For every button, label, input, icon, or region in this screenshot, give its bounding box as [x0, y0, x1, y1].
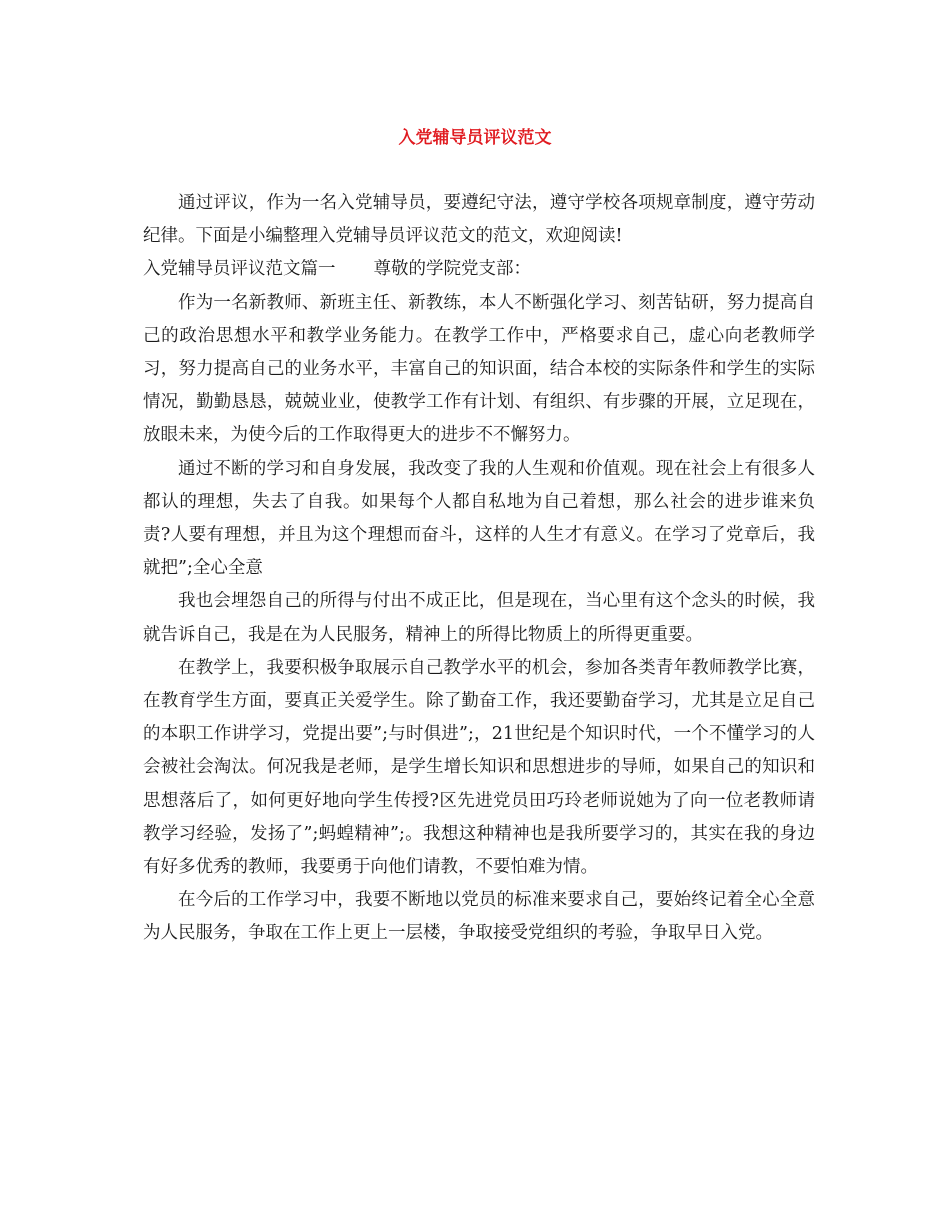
document-body [143, 187, 815, 951]
salutation: 尊敬的学院党支部： [373, 259, 531, 280]
body-paragraph-1: 作为一名新教师、新班主任、新教练，本人不断强化学习、刻苦钻研，努力提高自己的政治思想水平和教学业务能力。在教学工作中，严格要求自己，虚心向老教师学习，努力提高自己的业务水平，丰富自己的知识面，结合本校的实际条件和学生的实际情况，勤勤恳恳，兢兢业业，使教学工作有计划、有组织、有步骤的开展，立足现在，放眼未来，为使今后的工作取得更大的进步不不懈努力。 [143, 292, 815, 446]
intro-paragraph: 通过评议，作为一名入党辅导员，要遵纪守法，遵守学校各项规章制度，遵守劳动纪律。下面是小编整理入党辅导员评议范文的范文，欢迎阅读! [143, 193, 815, 247]
body-paragraph-5: 在今后的工作学习中，我要不断地以党员的标准来要求自己，要始终记着全心全意为人民服务，争取在工作上更上一层楼，争取接受党组织的考验，争取早日入党。 [143, 890, 815, 944]
section-heading: 入党辅导员评议范文篇一 [143, 259, 336, 280]
body-paragraph-3: 我也会埋怨自己的所得与付出不成正比，但是现在，当心里有这个念头的时候，我就告诉自己，我是在为人民服务，精神上的所得比物质上的所得更重要。 [143, 591, 815, 645]
body-paragraph-4: 在教学上，我要积极争取展示自己教学水平的机会，参加各类青年教师教学比赛，在教育学生方面，要真正关爱学生。除了勤奋工作，我还要勤奋学习，尤其是立足自己的本职工作讲学习，党提出要”;与时俱进”;，21世纪是个知识时代，一个不懂学习的人会被社会淘汰。何况我是老师，是学生增长知识和思想进步的导师，如果自己的知识和思想落后了，如何更好地向学生传授?区先进党员田巧玲老师说她为了向一位老教师请教学习经验，发扬了”;蚂蝗精神”;。我想这种精神也是我所要学习的，其实在我的身边有好多优秀的教师，我要勇于向他们请教，不要怕难为情。 [143, 657, 815, 878]
body-paragraph-2: 通过不断的学习和自身发展，我改变了我的人生观和价值观。现在社会上有很多人都认的理想，失去了自我。如果每个人都自私地为自己着想，那么社会的进步谁来负责?人要有理想，并且为这个理想而奋斗，这样的人生才有意义。在学习了党章后，我就把”;全心全意 [143, 458, 815, 579]
document-title: 入党辅导员评议范文 [398, 128, 552, 148]
section-heading-line [143, 253, 815, 286]
